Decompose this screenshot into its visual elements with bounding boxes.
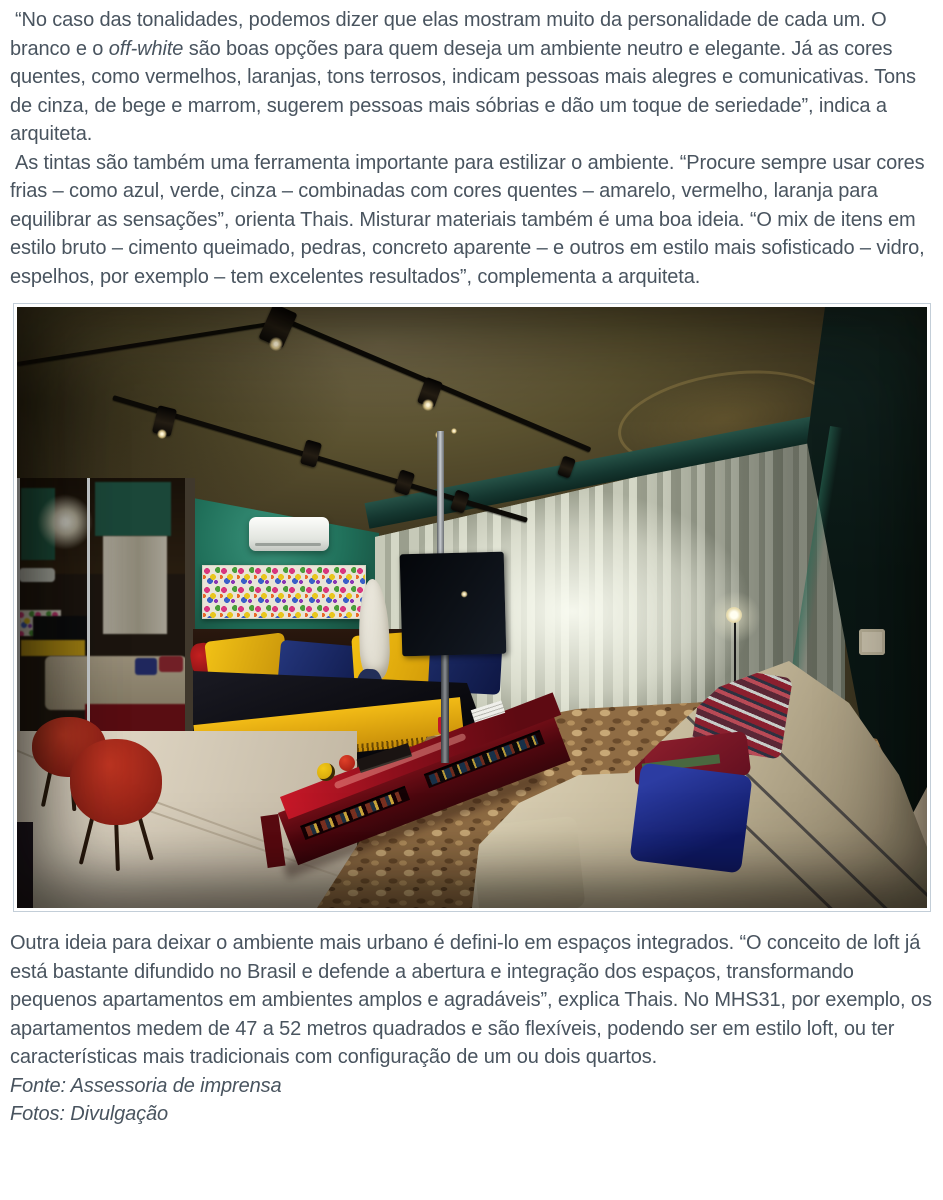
- credit-source: Fonte: Assessoria de imprensa: [10, 1074, 282, 1097]
- photo-loft-living-room: [13, 303, 931, 912]
- paragraph-loft: Outra ideia para deixar o ambiente mais urbano é defini-lo em espaços integrados. “O conceito de loft já está bastante difundido no Brasil e defende a abertura e integração dos espaços, transformando pequenos apartamentos em ambientes amplos e agradáveis”, explica Thais. No MHS31, por exemplo, os apartamentos medem de 47 a 52 metros quadrados e são flexíveis, podendo ser em estilo loft, ou ter características mais tradicionais com configuração de um ou dois quartos.: [10, 932, 932, 1068]
- photo-vignette: [17, 307, 927, 908]
- paragraph-tonalidades-text: “No caso das tonalidades, podemos dizer que elas mostram muito da personalidade de cada um. O branco e o: [10, 9, 887, 60]
- paragraph-tonalidades-rest: são boas opções para quem deseja um ambiente neutro e elegante. Já as cores quentes, como vermelhos, laranjas, tons terrosos, indicam pessoas mais alegres e comunicativas. Tons de cinza, de bege e marrom, sugerem pessoas mais sóbrias e dão um toque de seriedade”, indica a arquiteta.: [10, 37, 916, 145]
- photo-scene: [17, 307, 927, 908]
- credit-photos: Fotos: Divulgação: [10, 1103, 169, 1125]
- paragraph-tintas: As tintas são também uma ferramenta importante para estilizar o ambiente. “Procure sempre usar cores frias – como azul, verde, cinza – combinadas com cores quentes – amarelo, vermelho, laranja para equilibrar as sensações”, orienta Thais. Misturar materiais também é uma boa ideia. “O mix de itens em estilo bruto – cimento queimado, pedras, concreto aparente – e outros em estilo mais sofisticado – vidro, espelhos, por exemplo – tem excelentes resultados”, complementa a arquiteta.: [10, 151, 925, 288]
- paragraph-tonalidades: [10, 6, 933, 149]
- off-white-italic: off-white: [108, 37, 184, 60]
